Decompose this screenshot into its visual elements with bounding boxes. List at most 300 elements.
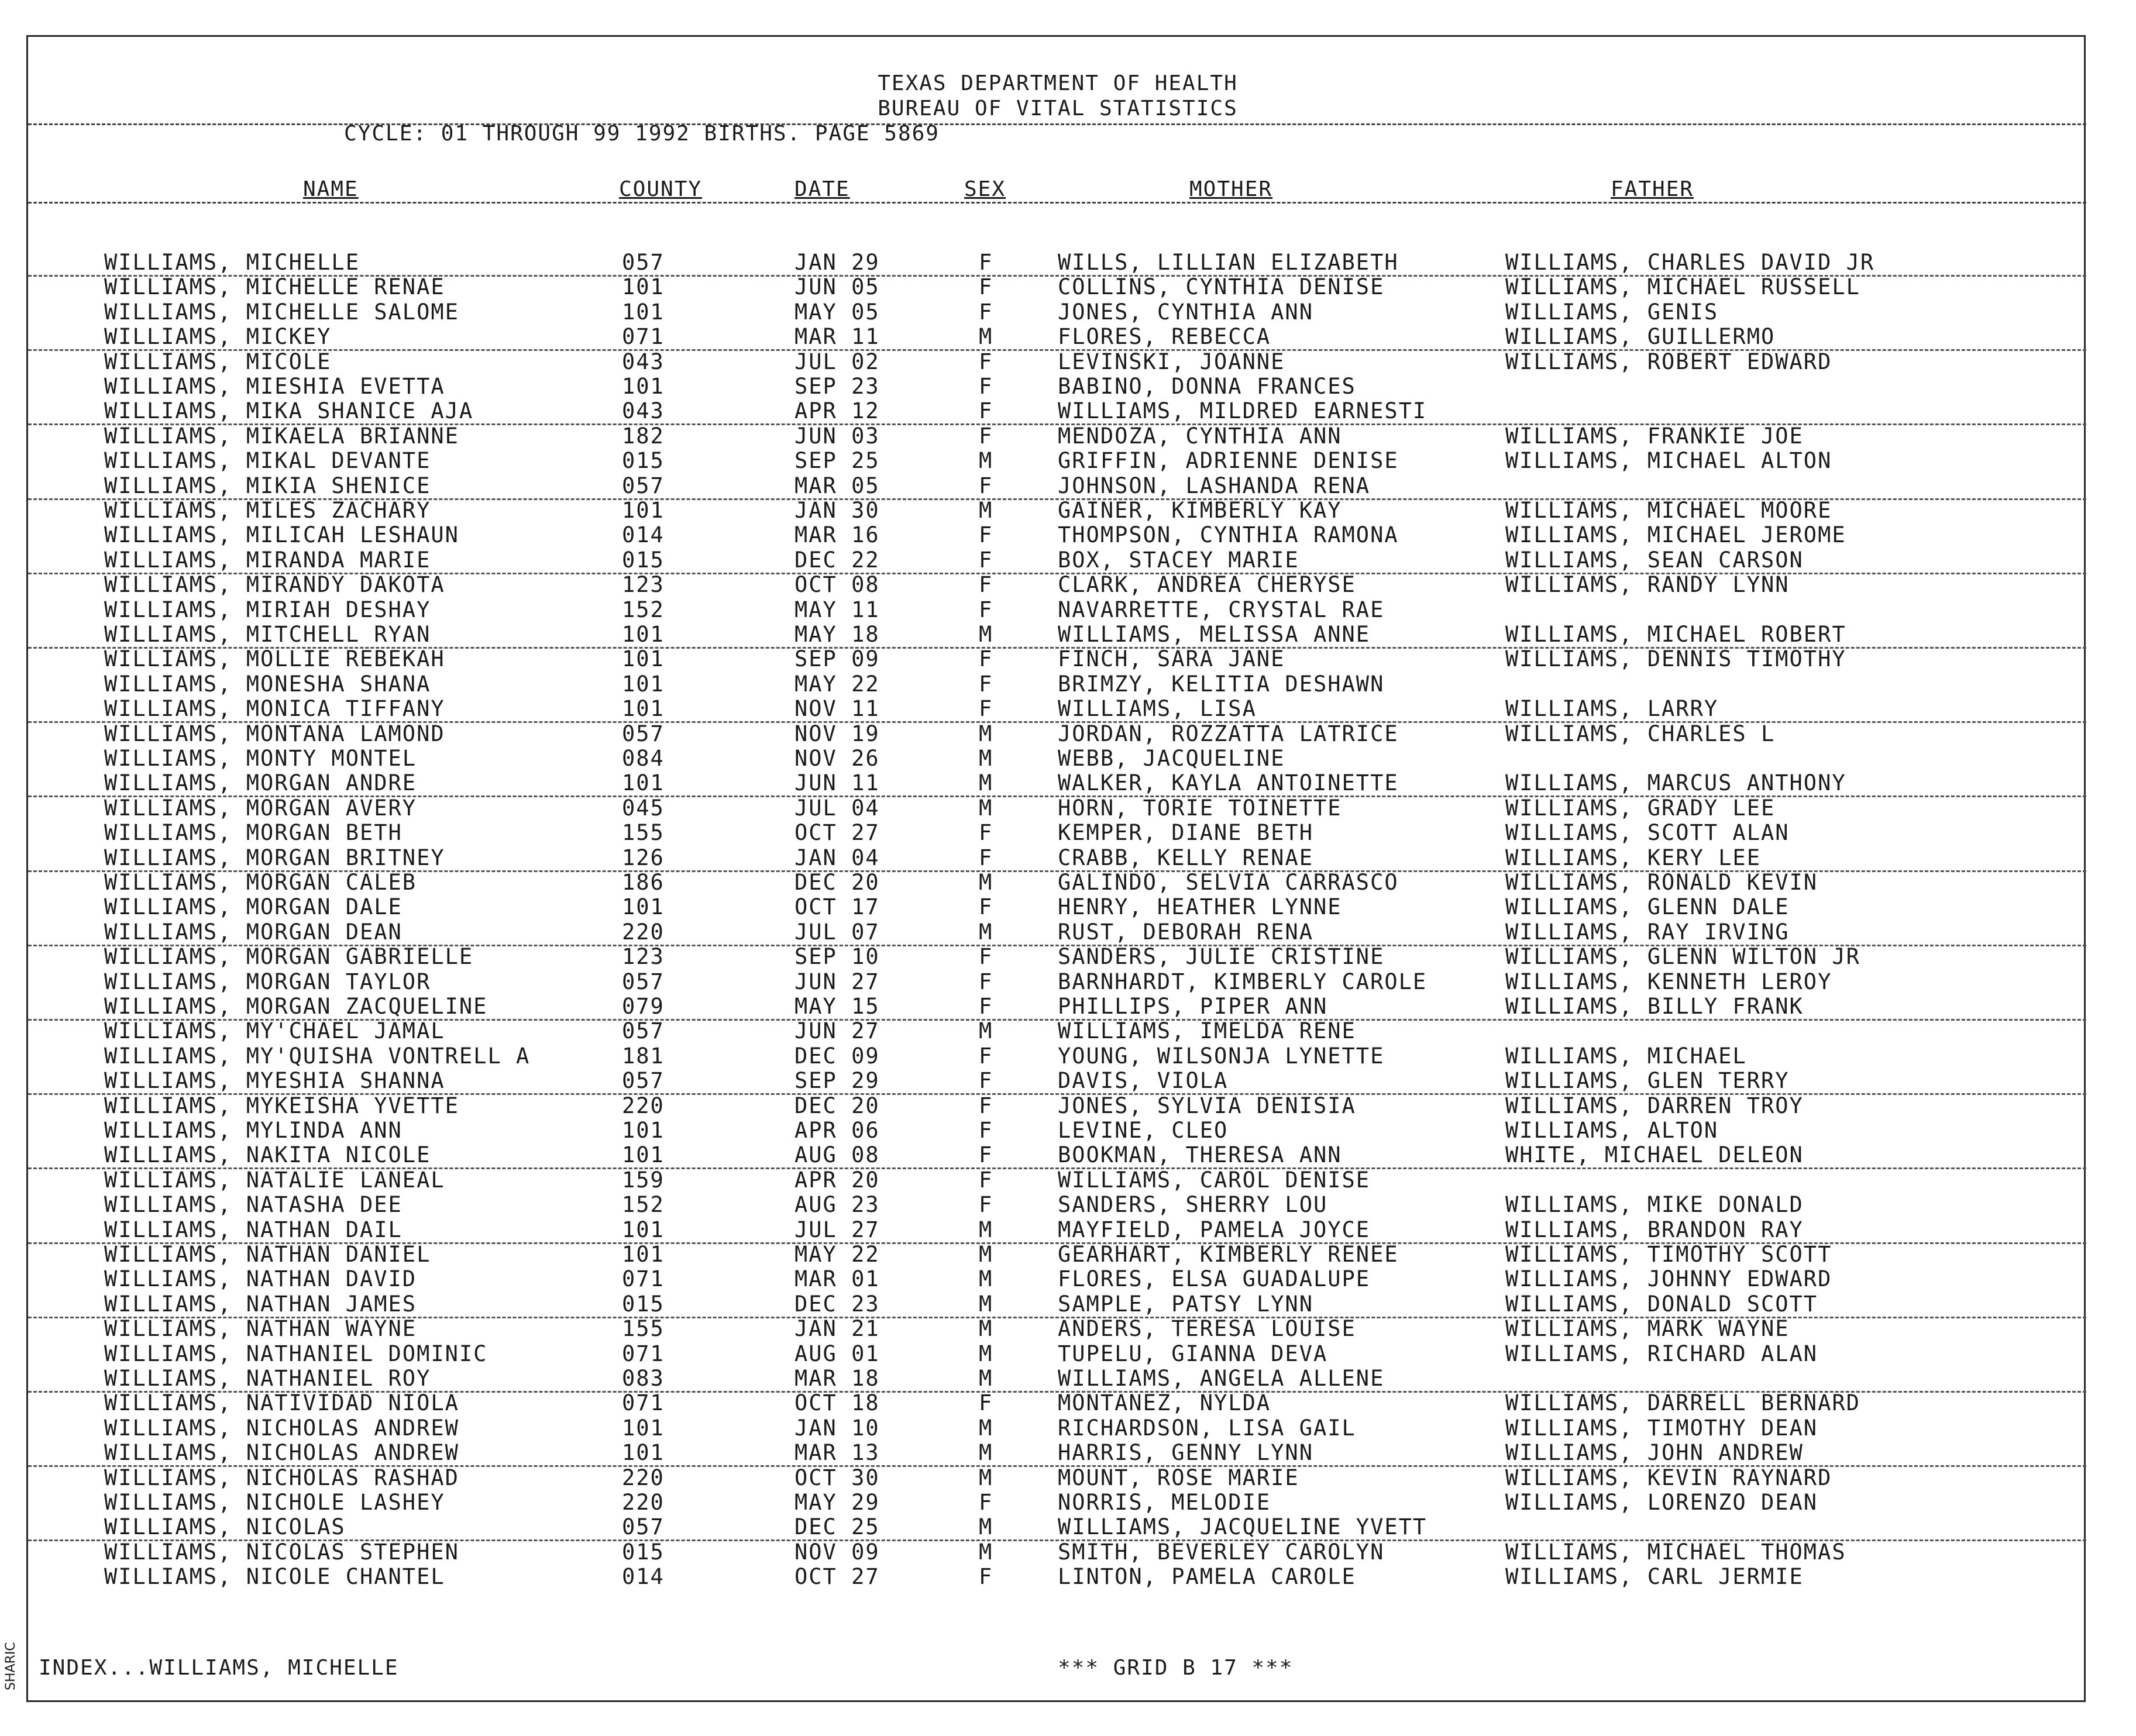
sex-cell: F bbox=[979, 944, 993, 970]
father-cell: WILLIAMS, MICHAEL bbox=[1505, 1043, 1747, 1069]
table-row bbox=[28, 722, 2086, 746]
county-cell: 126 bbox=[622, 845, 665, 870]
table-row bbox=[28, 598, 2086, 622]
father-cell: WILLIAMS, LARRY bbox=[1505, 696, 1719, 722]
sex-cell: F bbox=[979, 423, 993, 449]
table-row bbox=[28, 1416, 2086, 1441]
father-cell: WILLIAMS, RANDY LYNN bbox=[1505, 572, 1790, 598]
county-cell: 057 bbox=[622, 473, 665, 498]
col-mother: MOTHER bbox=[1189, 177, 1273, 201]
mother-cell: MAYFIELD, PAMELA JOYCE bbox=[1058, 1217, 1371, 1242]
table-row bbox=[28, 350, 2086, 374]
name-cell: WILLIAMS, NATHANIEL DOMINIC bbox=[104, 1341, 488, 1366]
county-cell: 057 bbox=[622, 1018, 665, 1044]
county-cell: 220 bbox=[622, 919, 665, 945]
county-cell: 123 bbox=[622, 572, 665, 598]
table-row bbox=[28, 1515, 2086, 1541]
table-row bbox=[28, 399, 2086, 425]
record-sheet bbox=[26, 35, 2086, 1702]
sex-cell: M bbox=[979, 1266, 993, 1292]
date-cell: MAY 22 bbox=[794, 1242, 880, 1267]
date-cell: SEP 29 bbox=[794, 1068, 880, 1094]
father-cell: WILLIAMS, BILLY FRANK bbox=[1505, 994, 1804, 1019]
mother-cell: MENDOZA, CYNTHIA ANN bbox=[1058, 423, 1342, 449]
mother-cell: SMITH, BEVERLEY CAROLYN bbox=[1058, 1539, 1385, 1565]
county-cell: 152 bbox=[622, 597, 665, 622]
mother-cell: TUPELU, GIANNA DEVA bbox=[1058, 1341, 1328, 1366]
sex-cell: M bbox=[979, 1465, 993, 1490]
name-cell: WILLIAMS, MITCHELL RYAN bbox=[104, 622, 431, 647]
county-cell: 101 bbox=[622, 274, 665, 300]
sex-cell: F bbox=[979, 1390, 993, 1416]
father-cell: WILLIAMS, GLENN WILTON JR bbox=[1505, 944, 1860, 970]
father-cell: WILLIAMS, ALTON bbox=[1505, 1118, 1719, 1143]
county-cell: 014 bbox=[622, 1564, 665, 1590]
table-row bbox=[28, 250, 2086, 277]
father-cell: WILLIAMS, LORENZO DEAN bbox=[1505, 1490, 1818, 1515]
sex-cell: M bbox=[979, 1217, 993, 1242]
sex-cell: F bbox=[979, 572, 993, 598]
father-cell: WILLIAMS, ROBERT EDWARD bbox=[1505, 349, 1832, 374]
date-cell: SEP 10 bbox=[794, 944, 880, 970]
table-row bbox=[28, 1565, 2086, 1589]
sex-cell: F bbox=[979, 1043, 993, 1069]
county-cell: 152 bbox=[622, 1192, 665, 1218]
name-cell: WILLIAMS, NATHAN DAVID bbox=[104, 1266, 417, 1292]
table-row bbox=[28, 1540, 2086, 1565]
father-cell: WILLIAMS, RICHARD ALAN bbox=[1505, 1341, 1818, 1366]
county-cell: 101 bbox=[622, 1242, 665, 1267]
sex-cell: F bbox=[979, 1167, 993, 1193]
grid-label: *** GRID B 17 *** bbox=[1058, 1656, 1294, 1680]
table-row bbox=[28, 275, 2086, 299]
sex-cell: M bbox=[979, 770, 993, 796]
sex-cell: F bbox=[979, 547, 993, 573]
county-cell: 015 bbox=[622, 448, 665, 474]
mother-cell: WEBB, JACQUELINE bbox=[1058, 746, 1285, 771]
mother-cell: SANDERS, SHERRY LOU bbox=[1058, 1192, 1328, 1218]
name-cell: WILLIAMS, NATHAN JAMES bbox=[104, 1291, 417, 1317]
sex-cell: F bbox=[979, 646, 993, 672]
table-row bbox=[28, 523, 2086, 547]
father-cell: WILLIAMS, RONALD KEVIN bbox=[1505, 870, 1818, 895]
mother-cell: HENRY, HEATHER LYNNE bbox=[1058, 894, 1342, 920]
mother-cell: WILLIAMS, JACQUELINE YVETT bbox=[1058, 1514, 1428, 1540]
date-cell: AUG 01 bbox=[794, 1341, 880, 1366]
name-cell: WILLIAMS, MIRIAH DESHAY bbox=[104, 597, 431, 622]
date-cell: MAR 01 bbox=[794, 1266, 880, 1292]
date-cell: APR 20 bbox=[794, 1167, 880, 1193]
table-row bbox=[28, 870, 2086, 895]
mother-cell: BABINO, DONNA FRANCES bbox=[1058, 374, 1356, 399]
table-row bbox=[28, 1242, 2086, 1267]
name-cell: WILLIAMS, NICHOLAS ANDREW bbox=[104, 1440, 459, 1466]
father-cell: WILLIAMS, MICHAEL ROBERT bbox=[1505, 622, 1846, 647]
sex-cell: F bbox=[979, 274, 993, 300]
mother-cell: GAINER, KIMBERLY KAY bbox=[1058, 498, 1342, 523]
date-cell: OCT 27 bbox=[794, 820, 880, 846]
table-row bbox=[28, 1143, 2086, 1169]
date-cell: OCT 27 bbox=[794, 1564, 880, 1590]
county-cell: 101 bbox=[622, 894, 665, 920]
mother-cell: LINTON, PAMELA CAROLE bbox=[1058, 1564, 1356, 1590]
table-row bbox=[28, 1044, 2086, 1069]
mother-cell: GRIFFIN, ADRIENNE DENISE bbox=[1058, 448, 1399, 474]
county-cell: 101 bbox=[622, 299, 665, 325]
county-cell: 101 bbox=[622, 671, 665, 697]
table-row bbox=[28, 895, 2086, 919]
sex-cell: M bbox=[979, 622, 993, 647]
date-cell: MAY 18 bbox=[794, 622, 880, 647]
father-cell: WILLIAMS, MICHAEL THOMAS bbox=[1505, 1539, 1846, 1565]
county-cell: 186 bbox=[622, 870, 665, 895]
county-cell: 220 bbox=[622, 1093, 665, 1118]
mother-cell: YOUNG, WILSONJA LYNETTE bbox=[1058, 1043, 1385, 1069]
date-cell: JUN 05 bbox=[794, 274, 880, 300]
mother-cell: FINCH, SARA JANE bbox=[1058, 646, 1285, 672]
mother-cell: NAVARRETTE, CRYSTAL RAE bbox=[1058, 597, 1385, 622]
county-cell: 101 bbox=[622, 1440, 665, 1466]
sex-cell: F bbox=[979, 671, 993, 697]
sex-cell: F bbox=[979, 1093, 993, 1118]
county-cell: 071 bbox=[622, 324, 665, 350]
county-cell: 101 bbox=[622, 622, 665, 647]
name-cell: WILLIAMS, NATIVIDAD NIOLA bbox=[104, 1390, 459, 1416]
name-cell: WILLIAMS, MY'QUISHA VONTRELL A bbox=[104, 1043, 531, 1069]
date-cell: MAY 22 bbox=[794, 671, 880, 697]
father-cell: WILLIAMS, KERY LEE bbox=[1505, 845, 1761, 870]
mother-cell: CLARK, ANDREA CHERYSE bbox=[1058, 572, 1356, 598]
mother-cell: SAMPLE, PATSY LYNN bbox=[1058, 1291, 1313, 1317]
date-cell: AUG 08 bbox=[794, 1142, 880, 1168]
father-cell: WILLIAMS, MARK WAYNE bbox=[1505, 1316, 1790, 1342]
name-cell: WILLIAMS, NICHOLAS ANDREW bbox=[104, 1415, 459, 1441]
table-row bbox=[28, 1118, 2086, 1143]
date-cell: MAY 29 bbox=[794, 1490, 880, 1515]
name-cell: WILLIAMS, MORGAN BETH bbox=[104, 820, 403, 846]
mother-cell: CRABB, KELLY RENAE bbox=[1058, 845, 1313, 870]
sex-cell: M bbox=[979, 1514, 993, 1540]
table-row bbox=[28, 1267, 2086, 1291]
county-cell: 220 bbox=[622, 1465, 665, 1490]
county-cell: 101 bbox=[622, 1415, 665, 1441]
name-cell: WILLIAMS, MORGAN DEAN bbox=[104, 919, 403, 945]
table-row bbox=[28, 796, 2086, 821]
mother-cell: NORRIS, MELODIE bbox=[1058, 1490, 1271, 1515]
name-cell: WILLIAMS, MIKA SHANICE AJA bbox=[104, 398, 474, 424]
father-cell: WILLIAMS, GLEN TERRY bbox=[1505, 1068, 1790, 1094]
name-cell: WILLIAMS, MONESHA SHANA bbox=[104, 671, 431, 697]
sex-cell: F bbox=[979, 522, 993, 548]
name-cell: WILLIAMS, MORGAN TAYLOR bbox=[104, 969, 431, 994]
name-cell: WILLIAMS, MONTANA LAMOND bbox=[104, 721, 445, 746]
sex-cell: M bbox=[979, 1291, 993, 1317]
father-cell: WILLIAMS, DONALD SCOTT bbox=[1505, 1291, 1818, 1317]
county-cell: 220 bbox=[622, 1490, 665, 1515]
table-row bbox=[28, 1218, 2086, 1244]
father-cell: WILLIAMS, JOHN ANDREW bbox=[1505, 1440, 1804, 1466]
sex-cell: F bbox=[979, 994, 993, 1019]
sex-cell: F bbox=[979, 597, 993, 622]
county-cell: 101 bbox=[622, 1142, 665, 1168]
father-cell: WILLIAMS, CHARLES DAVID JR bbox=[1505, 250, 1875, 275]
county-cell: 101 bbox=[622, 1118, 665, 1143]
father-cell: WILLIAMS, CARL JERMIE bbox=[1505, 1564, 1804, 1590]
name-cell: WILLIAMS, MORGAN BRITNEY bbox=[104, 845, 445, 870]
table-row bbox=[28, 1342, 2086, 1366]
table-row bbox=[28, 1069, 2086, 1095]
sex-cell: M bbox=[979, 870, 993, 895]
father-cell: WILLIAMS, SEAN CARSON bbox=[1505, 547, 1804, 573]
sex-cell: M bbox=[979, 721, 993, 746]
date-cell: MAY 05 bbox=[794, 299, 880, 325]
name-cell: WILLIAMS, MORGAN CALEB bbox=[104, 870, 417, 895]
county-cell: 083 bbox=[622, 1366, 665, 1391]
table-row bbox=[28, 573, 2086, 597]
father-cell: WILLIAMS, MIKE DONALD bbox=[1505, 1192, 1804, 1218]
father-cell: WHITE, MICHAEL DELEON bbox=[1505, 1142, 1804, 1168]
mother-cell: WILLIAMS, MILDRED EARNESTI bbox=[1058, 398, 1428, 424]
county-cell: 084 bbox=[622, 746, 665, 771]
date-cell: MAR 13 bbox=[794, 1440, 880, 1466]
table-row bbox=[28, 474, 2086, 500]
name-cell: WILLIAMS, MORGAN ANDRE bbox=[104, 770, 417, 796]
col-name: NAME bbox=[303, 177, 359, 201]
date-cell: APR 12 bbox=[794, 398, 880, 424]
col-county: COUNTY bbox=[619, 177, 703, 201]
mother-cell: GEARHART, KIMBERLY RENEE bbox=[1058, 1242, 1399, 1267]
sex-cell: M bbox=[979, 1242, 993, 1267]
col-father: FATHER bbox=[1611, 177, 1694, 201]
table-row bbox=[28, 746, 2086, 771]
date-cell: NOV 19 bbox=[794, 721, 880, 746]
date-cell: MAR 16 bbox=[794, 522, 880, 548]
date-cell: SEP 25 bbox=[794, 448, 880, 474]
date-cell: JUN 27 bbox=[794, 1018, 880, 1044]
sex-cell: F bbox=[979, 894, 993, 920]
name-cell: WILLIAMS, NICHOLE LASHEY bbox=[104, 1490, 445, 1515]
name-cell: WILLIAMS, MYLINDA ANN bbox=[104, 1118, 403, 1143]
date-cell: MAY 11 bbox=[794, 597, 880, 622]
name-cell: WILLIAMS, MILICAH LESHAUN bbox=[104, 522, 459, 548]
table-row bbox=[28, 1441, 2086, 1467]
name-cell: WILLIAMS, MYESHIA SHANNA bbox=[104, 1068, 445, 1094]
table-row bbox=[28, 920, 2086, 946]
name-cell: WILLIAMS, MOLLIE REBEKAH bbox=[104, 646, 445, 672]
mother-cell: KEMPER, DIANE BETH bbox=[1058, 820, 1313, 846]
mother-cell: FLORES, ELSA GUADALUPE bbox=[1058, 1266, 1371, 1292]
sex-cell: F bbox=[979, 250, 993, 275]
name-cell: WILLIAMS, MICHELLE SALOME bbox=[104, 299, 459, 325]
name-cell: WILLIAMS, NATHAN DAIL bbox=[104, 1217, 403, 1242]
date-cell: NOV 11 bbox=[794, 696, 880, 722]
table-row bbox=[28, 424, 2086, 449]
father-cell: WILLIAMS, BRANDON RAY bbox=[1505, 1217, 1804, 1242]
mother-cell: WILLIAMS, ANGELA ALLENE bbox=[1058, 1366, 1385, 1391]
sex-cell: F bbox=[979, 398, 993, 424]
mother-cell: FLORES, REBECCA bbox=[1058, 324, 1271, 350]
mother-cell: JONES, CYNTHIA ANN bbox=[1058, 299, 1313, 325]
county-cell: 071 bbox=[622, 1390, 665, 1416]
father-cell: WILLIAMS, DENNIS TIMOTHY bbox=[1505, 646, 1846, 672]
county-cell: 071 bbox=[622, 1341, 665, 1366]
name-cell: WILLIAMS, MORGAN GABRIELLE bbox=[104, 944, 474, 970]
sex-cell: M bbox=[979, 746, 993, 771]
cycle-line: CYCLE: 01 THROUGH 99 1992 BIRTHS. PAGE 5869 bbox=[344, 122, 940, 146]
date-cell: JUL 07 bbox=[794, 919, 880, 945]
name-cell: WILLIAMS, MICOLE bbox=[104, 349, 332, 374]
name-cell: WILLIAMS, NAKITA NICOLE bbox=[104, 1142, 431, 1168]
table-row bbox=[28, 1168, 2086, 1193]
county-cell: 182 bbox=[622, 423, 665, 449]
table-row bbox=[28, 1466, 2086, 1490]
date-cell: MAY 15 bbox=[794, 994, 880, 1019]
county-cell: 015 bbox=[622, 547, 665, 573]
name-cell: WILLIAMS, NATASHA DEE bbox=[104, 1192, 403, 1218]
mother-cell: BARNHARDT, KIMBERLY CAROLE bbox=[1058, 969, 1428, 994]
date-cell: JAN 04 bbox=[794, 845, 880, 870]
mother-cell: LEVINE, CLEO bbox=[1058, 1118, 1229, 1143]
date-cell: JUN 11 bbox=[794, 770, 880, 796]
date-cell: APR 06 bbox=[794, 1118, 880, 1143]
sex-cell: F bbox=[979, 374, 993, 399]
name-cell: WILLIAMS, MY'CHAEL JAMAL bbox=[104, 1018, 445, 1044]
mother-cell: COLLINS, CYNTHIA DENISE bbox=[1058, 274, 1385, 300]
date-cell: OCT 30 bbox=[794, 1465, 880, 1490]
bureau-title: BUREAU OF VITAL STATISTICS bbox=[878, 97, 1238, 120]
mother-cell: RICHARDSON, LISA GAIL bbox=[1058, 1415, 1356, 1441]
name-cell: WILLIAMS, NICOLAS bbox=[104, 1514, 346, 1540]
agency-title: TEXAS DEPARTMENT OF HEALTH bbox=[878, 71, 1238, 95]
date-cell: MAR 11 bbox=[794, 324, 880, 350]
mother-cell: LEVINSKI, JOANNE bbox=[1058, 349, 1285, 374]
sex-cell: M bbox=[979, 795, 993, 821]
mother-cell: WILLS, LILLIAN ELIZABETH bbox=[1058, 250, 1399, 275]
header-rule bbox=[28, 123, 2086, 125]
sex-cell: M bbox=[979, 1440, 993, 1466]
mother-cell: BOX, STACEY MARIE bbox=[1058, 547, 1299, 573]
table-row bbox=[28, 1094, 2086, 1118]
sex-cell: M bbox=[979, 324, 993, 350]
father-cell: WILLIAMS, KEVIN RAYNARD bbox=[1505, 1465, 1832, 1490]
father-cell: WILLIAMS, FRANKIE JOE bbox=[1505, 423, 1804, 449]
table-row bbox=[28, 846, 2086, 872]
sex-cell: F bbox=[979, 1564, 993, 1590]
sex-cell: F bbox=[979, 820, 993, 846]
county-cell: 181 bbox=[622, 1043, 665, 1069]
father-cell: WILLIAMS, GRADY LEE bbox=[1505, 795, 1776, 821]
county-cell: 043 bbox=[622, 398, 665, 424]
table-row bbox=[28, 821, 2086, 845]
county-cell: 015 bbox=[622, 1291, 665, 1317]
mother-cell: THOMPSON, CYNTHIA RAMONA bbox=[1058, 522, 1399, 548]
date-cell: JUN 27 bbox=[794, 969, 880, 994]
mother-cell: JOHNSON, LASHANDA RENA bbox=[1058, 473, 1371, 498]
table-row bbox=[28, 945, 2086, 969]
county-cell: 155 bbox=[622, 1316, 665, 1342]
county-cell: 057 bbox=[622, 969, 665, 994]
sex-cell: M bbox=[979, 1366, 993, 1391]
date-cell: DEC 23 bbox=[794, 1291, 880, 1317]
table-row bbox=[28, 622, 2086, 649]
table-row bbox=[28, 1391, 2086, 1415]
father-cell: WILLIAMS, MICHAEL JEROME bbox=[1505, 522, 1846, 548]
table-row bbox=[28, 1019, 2086, 1043]
father-cell: WILLIAMS, DARREN TROY bbox=[1505, 1093, 1804, 1118]
name-cell: WILLIAMS, MORGAN DALE bbox=[104, 894, 403, 920]
father-cell: WILLIAMS, SCOTT ALAN bbox=[1505, 820, 1790, 846]
table-row bbox=[28, 970, 2086, 994]
mother-cell: WALKER, KAYLA ANTOINETTE bbox=[1058, 770, 1399, 796]
father-cell: WILLIAMS, TIMOTHY SCOTT bbox=[1505, 1242, 1832, 1267]
name-cell: WILLIAMS, MIKIA SHENICE bbox=[104, 473, 431, 498]
sex-cell: F bbox=[979, 696, 993, 722]
county-cell: 014 bbox=[622, 522, 665, 548]
mother-cell: WILLIAMS, LISA bbox=[1058, 696, 1257, 722]
table-row bbox=[28, 548, 2086, 574]
county-cell: 101 bbox=[622, 770, 665, 796]
mother-cell: SANDERS, JULIE CRISTINE bbox=[1058, 944, 1385, 970]
table-row bbox=[28, 1292, 2086, 1318]
county-cell: 057 bbox=[622, 1514, 665, 1540]
mother-cell: BRIMZY, KELITIA DESHAWN bbox=[1058, 671, 1385, 697]
name-cell: WILLIAMS, MYKEISHA YVETTE bbox=[104, 1093, 459, 1118]
name-cell: WILLIAMS, MICKEY bbox=[104, 324, 332, 350]
sex-cell: M bbox=[979, 448, 993, 474]
father-cell: WILLIAMS, RAY IRVING bbox=[1505, 919, 1790, 945]
col-sex: SEX bbox=[964, 177, 1006, 201]
table-row bbox=[28, 994, 2086, 1021]
sex-cell: M bbox=[979, 1539, 993, 1565]
sex-cell: F bbox=[979, 1192, 993, 1218]
name-cell: WILLIAMS, NICOLAS STEPHEN bbox=[104, 1539, 459, 1565]
name-cell: WILLIAMS, MICHELLE RENAE bbox=[104, 274, 445, 300]
date-cell: JAN 30 bbox=[794, 498, 880, 523]
date-cell: NOV 09 bbox=[794, 1539, 880, 1565]
sex-cell: F bbox=[979, 1490, 993, 1515]
county-cell: 159 bbox=[622, 1167, 665, 1193]
name-cell: WILLIAMS, MIKAL DEVANTE bbox=[104, 448, 431, 474]
date-cell: OCT 18 bbox=[794, 1390, 880, 1416]
county-cell: 043 bbox=[622, 349, 665, 374]
date-cell: MAR 05 bbox=[794, 473, 880, 498]
date-cell: DEC 20 bbox=[794, 1093, 880, 1118]
name-cell: WILLIAMS, MILES ZACHARY bbox=[104, 498, 431, 523]
table-row bbox=[28, 672, 2086, 697]
table-row bbox=[28, 1366, 2086, 1393]
county-cell: 101 bbox=[622, 696, 665, 722]
sex-cell: M bbox=[979, 498, 993, 523]
sex-cell: F bbox=[979, 969, 993, 994]
county-cell: 071 bbox=[622, 1266, 665, 1292]
mother-cell: MOUNT, ROSE MARIE bbox=[1058, 1465, 1299, 1490]
father-cell: WILLIAMS, JOHNNY EDWARD bbox=[1505, 1266, 1832, 1292]
father-cell: WILLIAMS, MICHAEL MOORE bbox=[1505, 498, 1832, 523]
father-cell: WILLIAMS, GLENN DALE bbox=[1505, 894, 1790, 920]
name-cell: WILLIAMS, NATALIE LANEAL bbox=[104, 1167, 445, 1193]
mother-cell: DAVIS, VIOLA bbox=[1058, 1068, 1229, 1094]
father-cell: WILLIAMS, TIMOTHY DEAN bbox=[1505, 1415, 1818, 1441]
mother-cell: JORDAN, ROZZATTA LATRICE bbox=[1058, 721, 1399, 746]
date-cell: MAR 18 bbox=[794, 1366, 880, 1391]
father-cell: WILLIAMS, MICHAEL ALTON bbox=[1505, 448, 1832, 474]
table-row bbox=[28, 1317, 2086, 1341]
table-row bbox=[28, 325, 2086, 351]
date-cell: OCT 08 bbox=[794, 572, 880, 598]
county-cell: 079 bbox=[622, 994, 665, 1019]
sex-cell: F bbox=[979, 473, 993, 498]
name-cell: WILLIAMS, MONTY MONTEL bbox=[104, 746, 417, 771]
